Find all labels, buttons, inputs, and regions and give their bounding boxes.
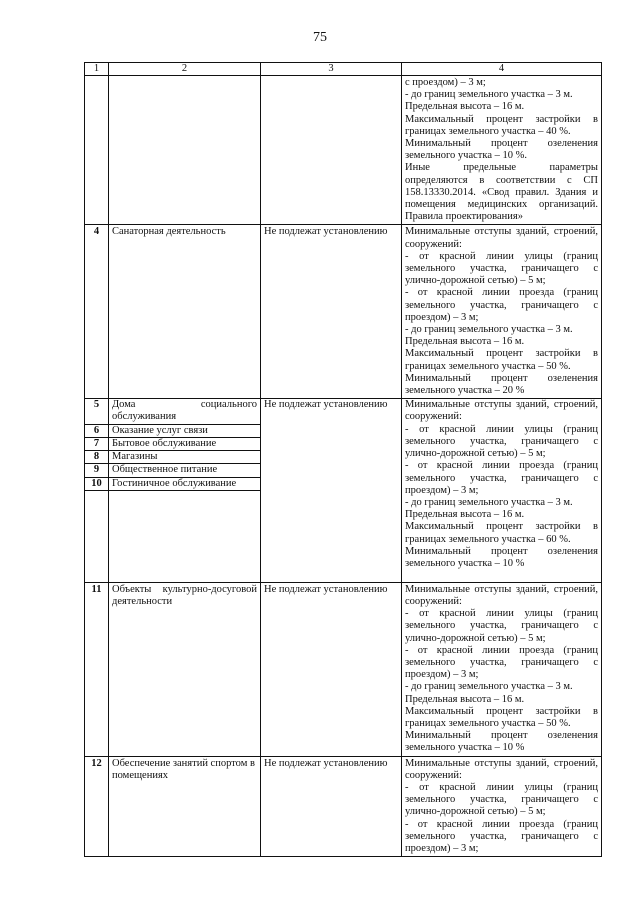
row-number: 10 [85, 477, 109, 490]
parameter-line: - от красной линии проезда (границ земельного участка, граничащего с проездом) – 3 м; [405, 818, 598, 854]
parameter-line: Минимальные отступы зданий, строений, сооружений: [405, 583, 598, 607]
permit-cell: Не подлежат установлению [261, 756, 402, 857]
parameter-line: Максимальный процент застройки в границах земельного участка – 50 %. [405, 705, 598, 729]
use-name: Объекты культурно-досуговой деятельности [109, 582, 261, 756]
permit-cell: Не подлежат установлению [261, 225, 402, 399]
parameter-line: - до границ земельного участка – 3 м. [405, 681, 573, 693]
use-name: Общественное питание [109, 464, 261, 477]
parameter-line: Предельная высота – 16 м. [405, 336, 525, 348]
table-header-row [85, 63, 602, 76]
parameter-line: Минимальный процент озеленения земельного участка – 20 % [405, 372, 598, 397]
permit-cell: Не подлежат установлению [261, 399, 402, 582]
row-number: 11 [85, 582, 109, 756]
use-name: Оказание услуг связи [109, 424, 261, 437]
parameter-line: Максимальный процент застройки в границах земельного участка – 50 %. [405, 348, 598, 372]
parameter-line: с проездом) – 3 м; [405, 77, 486, 88]
row-number: 4 [85, 225, 109, 399]
use-name: Санаторная деятельность [109, 225, 261, 399]
parameter-line: Иные предельные параметры определяются в соответствии с СП 158.13330.2014. «Свод правил. Здания и помещения медицинских организаций. Правила проектирования» [405, 162, 598, 223]
parameter-line: - до границ земельного участка – 3 м. [405, 496, 573, 508]
parameters-cell [402, 225, 602, 399]
parameter-line: Максимальный процент застройки в границах земельного участка – 60 %. [405, 521, 598, 545]
parameters-cell [402, 399, 602, 582]
parameter-line: Максимальный процент застройки в границах земельного участка – 40 %. [405, 113, 598, 137]
header-col-2: 2 [109, 63, 261, 76]
row-number: 6 [85, 424, 109, 437]
table-row [85, 582, 602, 756]
parameter-line: - от красной линии улицы (границ земельного участка, граничащего с улично-дорожной сетью) – 5 м; [405, 781, 598, 818]
regulations-table [84, 62, 602, 857]
row-number: 5 [85, 399, 109, 424]
row-number: 7 [85, 437, 109, 450]
parameter-line: - от красной линии проезда (границ земельного участка, граничащего с проездом) – 3 м; [405, 460, 598, 496]
use-name: Магазины [109, 451, 261, 464]
parameter-line: - до границ земельного участка – 3 м. [405, 89, 573, 101]
parameters-cell [402, 582, 602, 756]
header-col-3: 3 [261, 63, 402, 76]
row-number: 8 [85, 451, 109, 464]
use-name: Дома социального обслуживания [109, 399, 261, 424]
use-name: Гостиничное обслуживание [109, 477, 261, 490]
parameter-line: Минимальные отступы зданий, строений, сооружений: [405, 226, 598, 250]
parameters-cell [402, 756, 602, 857]
parameter-line: Предельная высота – 16 м. [405, 101, 525, 113]
row-number: 12 [85, 756, 109, 857]
page-number: 75 [313, 30, 327, 45]
parameter-line: Минимальные отступы зданий, строений, сооружений: [405, 399, 598, 423]
row-number: 9 [85, 464, 109, 477]
parameter-line: - до границ земельного участка – 3 м. [405, 324, 573, 336]
table-row [85, 399, 602, 424]
table-row [85, 756, 602, 857]
parameters-cell [402, 76, 602, 225]
header-col-4: 4 [402, 63, 602, 76]
table-row-continuation [85, 76, 602, 225]
parameter-line: Минимальный процент озеленения земельного участка – 10 % [405, 545, 598, 569]
parameter-line: - от красной линии улицы (границ земельного участка, граничащего с улично-дорожной сетью) – 5 м; [405, 608, 598, 644]
parameter-line: Предельная высота – 16 м. [405, 509, 525, 521]
parameter-line: - от красной линии улицы (границ земельного участка, граничащего с улично-дорожной сетью) – 5 м; [405, 423, 598, 460]
parameter-line: - от красной линии проезда (границ земельного участка, граничащего с проездом) – 3 м; [405, 287, 598, 323]
permit-cell: Не подлежат установлению [261, 582, 402, 756]
use-name: Обеспечение занятий спортом в помещениях [109, 756, 261, 857]
parameter-line: - от красной линии проезда (границ земельного участка, граничащего с проездом) – 3 м; [405, 644, 598, 681]
parameter-line: Минимальный процент озеленения земельного участка – 10 % [405, 730, 598, 754]
parameter-line: Предельная высота – 16 м. [405, 693, 525, 705]
table-row [85, 225, 602, 399]
parameter-line: Минимальный процент озеленения земельного участка – 10 %. [405, 138, 598, 162]
header-col-1: 1 [85, 63, 109, 76]
use-name: Бытовое обслуживание [109, 437, 261, 450]
parameter-line: - от красной линии улицы (границ земельного участка, граничащего с улично-дорожной сетью) – 5 м; [405, 250, 598, 287]
parameter-line: Минимальные отступы зданий, строений, сооружений: [405, 757, 598, 781]
